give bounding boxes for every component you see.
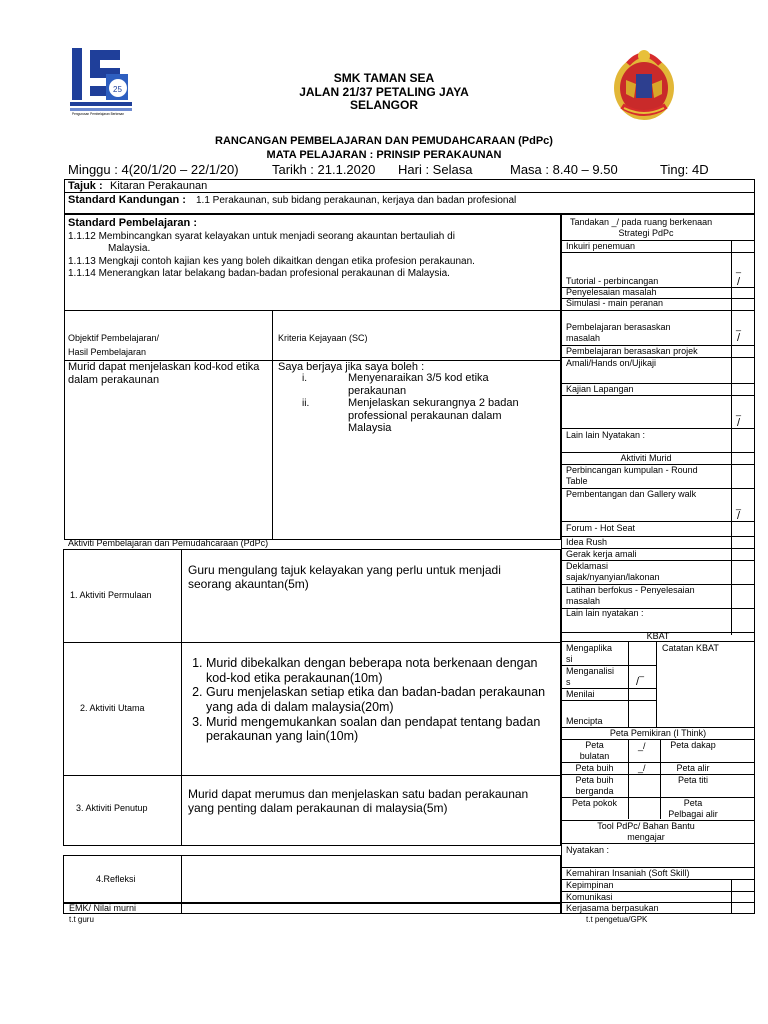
rp-menganalisi-dash: _ xyxy=(639,667,645,677)
rp-peta-dakap: Peta dakap xyxy=(670,740,716,750)
masa-text: Masa : 8.40 – 9.50 xyxy=(510,162,618,177)
rp-menganalisi-1: Menganalisi xyxy=(566,666,615,676)
rp-gerak: Gerak kerja amali xyxy=(566,549,637,559)
standard-kandungan-label: Standard Kandungan : xyxy=(68,194,186,206)
rp-peta-bulatan-2: bulatan xyxy=(579,751,610,761)
utama-item-1: 1. Murid dibekalkan dengan beberapa nota berkenaan dengan kod-kod etika perakaunan(10m) xyxy=(206,656,554,685)
rp-pembentangan-tick: / xyxy=(737,510,741,522)
rp-deklamasi-1: Deklamasi xyxy=(566,561,609,571)
rp-menganalisi-tick: / xyxy=(636,676,640,688)
utama-list xyxy=(184,656,554,744)
rp-peta-bulatan-1: Peta xyxy=(585,740,604,750)
emk-row xyxy=(63,903,561,914)
rp-kemahiran: Kemahiran Insaniah (Soft Skill) xyxy=(566,868,690,878)
rp-kajian: Kajian Lapangan xyxy=(566,384,634,394)
rp-peta-buih-tick: _/ xyxy=(638,763,646,773)
standard-kandungan-value: 1.1 Perakaunan, sub bidang perakaunan, kerjaya dan badan profesional xyxy=(196,195,517,206)
utama-item-2: 2. Guru menjelaskan setiap etika dan badan-badan perakaunan yang ada di dalam malaysia(20m) xyxy=(206,685,554,714)
rp-masalah-tick: / xyxy=(737,332,741,344)
svg-text:25: 25 xyxy=(113,85,122,94)
address-line-1: JALAN 21/37 PETALING JAYA xyxy=(299,85,469,99)
rp-mencipta: Mencipta xyxy=(566,716,603,726)
tt-pengetua: t.t pengetua/GPK xyxy=(586,915,648,924)
kriteria-item-1: Menyenaraikan 3/5 kod etika perakaunan xyxy=(348,372,489,397)
rp-peta-buih: Peta buih xyxy=(575,763,614,773)
minggu-text: Minggu : 4(20/1/20 – 22/1/20) xyxy=(68,162,239,177)
rp-lain-nyatakan: Lain lain Nyatakan : xyxy=(566,430,646,440)
rp-masalah-dash: _ xyxy=(736,321,742,331)
rp-peta-pemikiran: Peta Pemikiran (I Think) xyxy=(609,728,707,738)
rp-peta-pelbagai-1: Peta xyxy=(683,798,703,808)
rp-peta-alir: Peta alir xyxy=(676,763,710,773)
rp-kerjasama: Kerjasama berpasukan xyxy=(566,903,659,913)
rp-pembentangan-dash: _ xyxy=(736,500,742,510)
right-logo-crest xyxy=(608,44,680,122)
rp-tutorial-dash: _ xyxy=(736,263,742,273)
school-name: SMK TAMAN SEA xyxy=(333,71,435,85)
rp-peta-titi: Peta titi xyxy=(677,775,708,785)
kriteria-header: Kriteria Kejayaan (SC) xyxy=(278,333,368,343)
rp-masalah-1: Pembelajaran berasaskan xyxy=(566,322,671,332)
refleksi-label: 4.Refleksi xyxy=(96,874,136,884)
rp-deklamasi-2: sajak/nyanyian/lakonan xyxy=(566,572,660,582)
rp-peta-buih-berganda-1: Peta buih xyxy=(575,775,614,785)
sp-item-2: 1.1.13 Mengkaji contoh kajian kes yang boleh dikaitkan dengan etika profesion perakaunan. xyxy=(68,256,475,267)
permulaan-text: Guru mengulang tajuk kelayakan yang perlu untuk menjadi seorang akauntan(5m) xyxy=(188,563,501,591)
rp-nyatakan: Nyatakan : xyxy=(566,845,610,855)
address-line-2: SELANGOR xyxy=(349,98,418,112)
tt-guru: t.t guru xyxy=(69,915,94,924)
rp-mengaplika-1: Mengaplika xyxy=(566,643,613,653)
rp-menilai: Menilai xyxy=(566,689,595,699)
rp-penyelesaian: Penyelesaian masalah xyxy=(566,287,657,297)
rp-tool-2: mengajar xyxy=(627,832,665,842)
utama-label: 2. Aktiviti Utama xyxy=(80,703,145,713)
rp-peta-pelbagai-2: Pelbagai alir xyxy=(668,809,718,819)
rp-masalah-2: masalah xyxy=(566,333,601,343)
rp-kajian-tick: / xyxy=(737,417,741,429)
objektif-text: Murid dapat menjelaskan kod-kod etika dalam perakaunan xyxy=(68,361,260,386)
rp-pembentangan: Pembentangan dan Gallery walk xyxy=(566,489,697,499)
rp-kajian-dash: _ xyxy=(736,406,742,416)
sp-item-1: 1.1.12 Membincangkan syarat kelayakan untuk menjadi seorang akauntan bertauliah di xyxy=(68,231,455,242)
objektif-header-1: Objektif Pembelajaran/ xyxy=(68,333,160,343)
rp-tool-1: Tool PdPc/ Bahan Bantu xyxy=(597,821,695,831)
rp-mengaplika-2: si xyxy=(566,654,573,664)
tajuk-label: Tajuk : xyxy=(68,180,103,192)
rp-kbat: KBAT xyxy=(646,631,670,641)
rp-tandakan: Tandakan _/ pada ruang berkenaan xyxy=(570,217,713,227)
rp-strategi: Strategi PdPc xyxy=(618,228,674,238)
tajuk-value: Kitaran Perakaunan xyxy=(110,180,208,192)
rp-perbincangan-1: Perbincangan kumpulan - Round xyxy=(566,465,698,475)
ting-text: Ting: 4D xyxy=(660,162,709,177)
rp-inkuiri: Inkuiri penemuan xyxy=(566,241,636,251)
svg-text:Pengurusan Pembelajaran Berkes: Pengurusan Pembelajaran Berkesan xyxy=(72,112,125,116)
rp-tutorial: Tutorial - perbincangan xyxy=(566,276,659,286)
rp-lain-nyatakan-2: Lain lain nyatakan : xyxy=(566,608,644,618)
rp-idea: Idea Rush xyxy=(566,537,608,547)
rp-latihan-2: masalah xyxy=(566,596,601,606)
rp-projek: Pembelajaran berasaskan projek xyxy=(566,346,698,356)
penutup-label: 3. Aktiviti Penutup xyxy=(76,803,148,813)
standard-pembelajaran-label: Standard Pembelajaran : xyxy=(68,217,197,229)
refleksi-frame xyxy=(63,855,561,903)
rp-forum: Forum - Hot Seat xyxy=(566,523,636,533)
rp-amali: Amali/Hands on/Ujikaji xyxy=(566,358,657,368)
sp-item-3: 1.1.14 Menerangkan latar belakang badan-badan profesional perakaunan di Malaysia. xyxy=(68,268,450,279)
rp-perbincangan-2: Table xyxy=(566,476,588,486)
rp-peta-pokok: Peta pokok xyxy=(571,798,618,808)
kriteria-num-2: ii. xyxy=(302,398,310,409)
emk-label: EMK/ Nilai murni xyxy=(69,903,137,913)
rp-komunikasi: Komunikasi xyxy=(566,892,613,902)
tarikh-text: Tarikh : 21.1.2020 xyxy=(272,162,376,177)
rp-menganalisi-2: s xyxy=(566,677,571,687)
rp-simulasi: Simulasi - main peranan xyxy=(566,298,664,308)
left-logo xyxy=(68,44,134,116)
objektif-header-2: Hasil Pembelajaran xyxy=(68,347,147,357)
kriteria-intro: Saya berjaya jika saya boleh : xyxy=(278,361,425,373)
permulaan-label: 1. Aktiviti Permulaan xyxy=(70,590,152,600)
utama-item-3: 3. Murid mengemukankan soalan dan pendapat tentang badan perakaunan yang lain(10m) xyxy=(206,715,554,744)
rp-latihan-1: Latihan berfokus - Penyelesaian xyxy=(566,585,695,595)
sp-item-1-cont: Malaysia. xyxy=(108,243,151,254)
rp-peta-bulatan-tick: _/ xyxy=(638,741,646,751)
rp-aktiviti-murid: Aktiviti Murid xyxy=(620,453,672,463)
kriteria-num-1: i. xyxy=(302,373,307,384)
subject-title: MATA PELAJARAN : PRINSIP PERAKAUNAN xyxy=(266,149,502,161)
hari-text: Hari : Selasa xyxy=(398,162,473,177)
plan-title: RANCANGAN PEMBELAJARAN DAN PEMUDAHCARAAN (PdPc) xyxy=(215,135,553,147)
kriteria-item-2: Menjelaskan sekurangnya 2 badan professional perakaunan dalam Malaysia xyxy=(348,397,519,435)
rp-catatan-kbat: Catatan KBAT xyxy=(662,643,719,653)
aktiviti-header: Aktiviti Pembelajaran dan Pemudahcaraan (PdPc) xyxy=(68,538,269,548)
penutup-text: Murid dapat merumus dan menjelaskan satu badan perakaunan yang penting dalam perakaunan di malaysia(5m) xyxy=(188,787,529,815)
rp-tutorial-tick: / xyxy=(737,276,741,288)
rp-kepimpinan: Kepimpinan xyxy=(566,880,614,890)
rp-peta-buih-berganda-2: berganda xyxy=(575,786,614,796)
